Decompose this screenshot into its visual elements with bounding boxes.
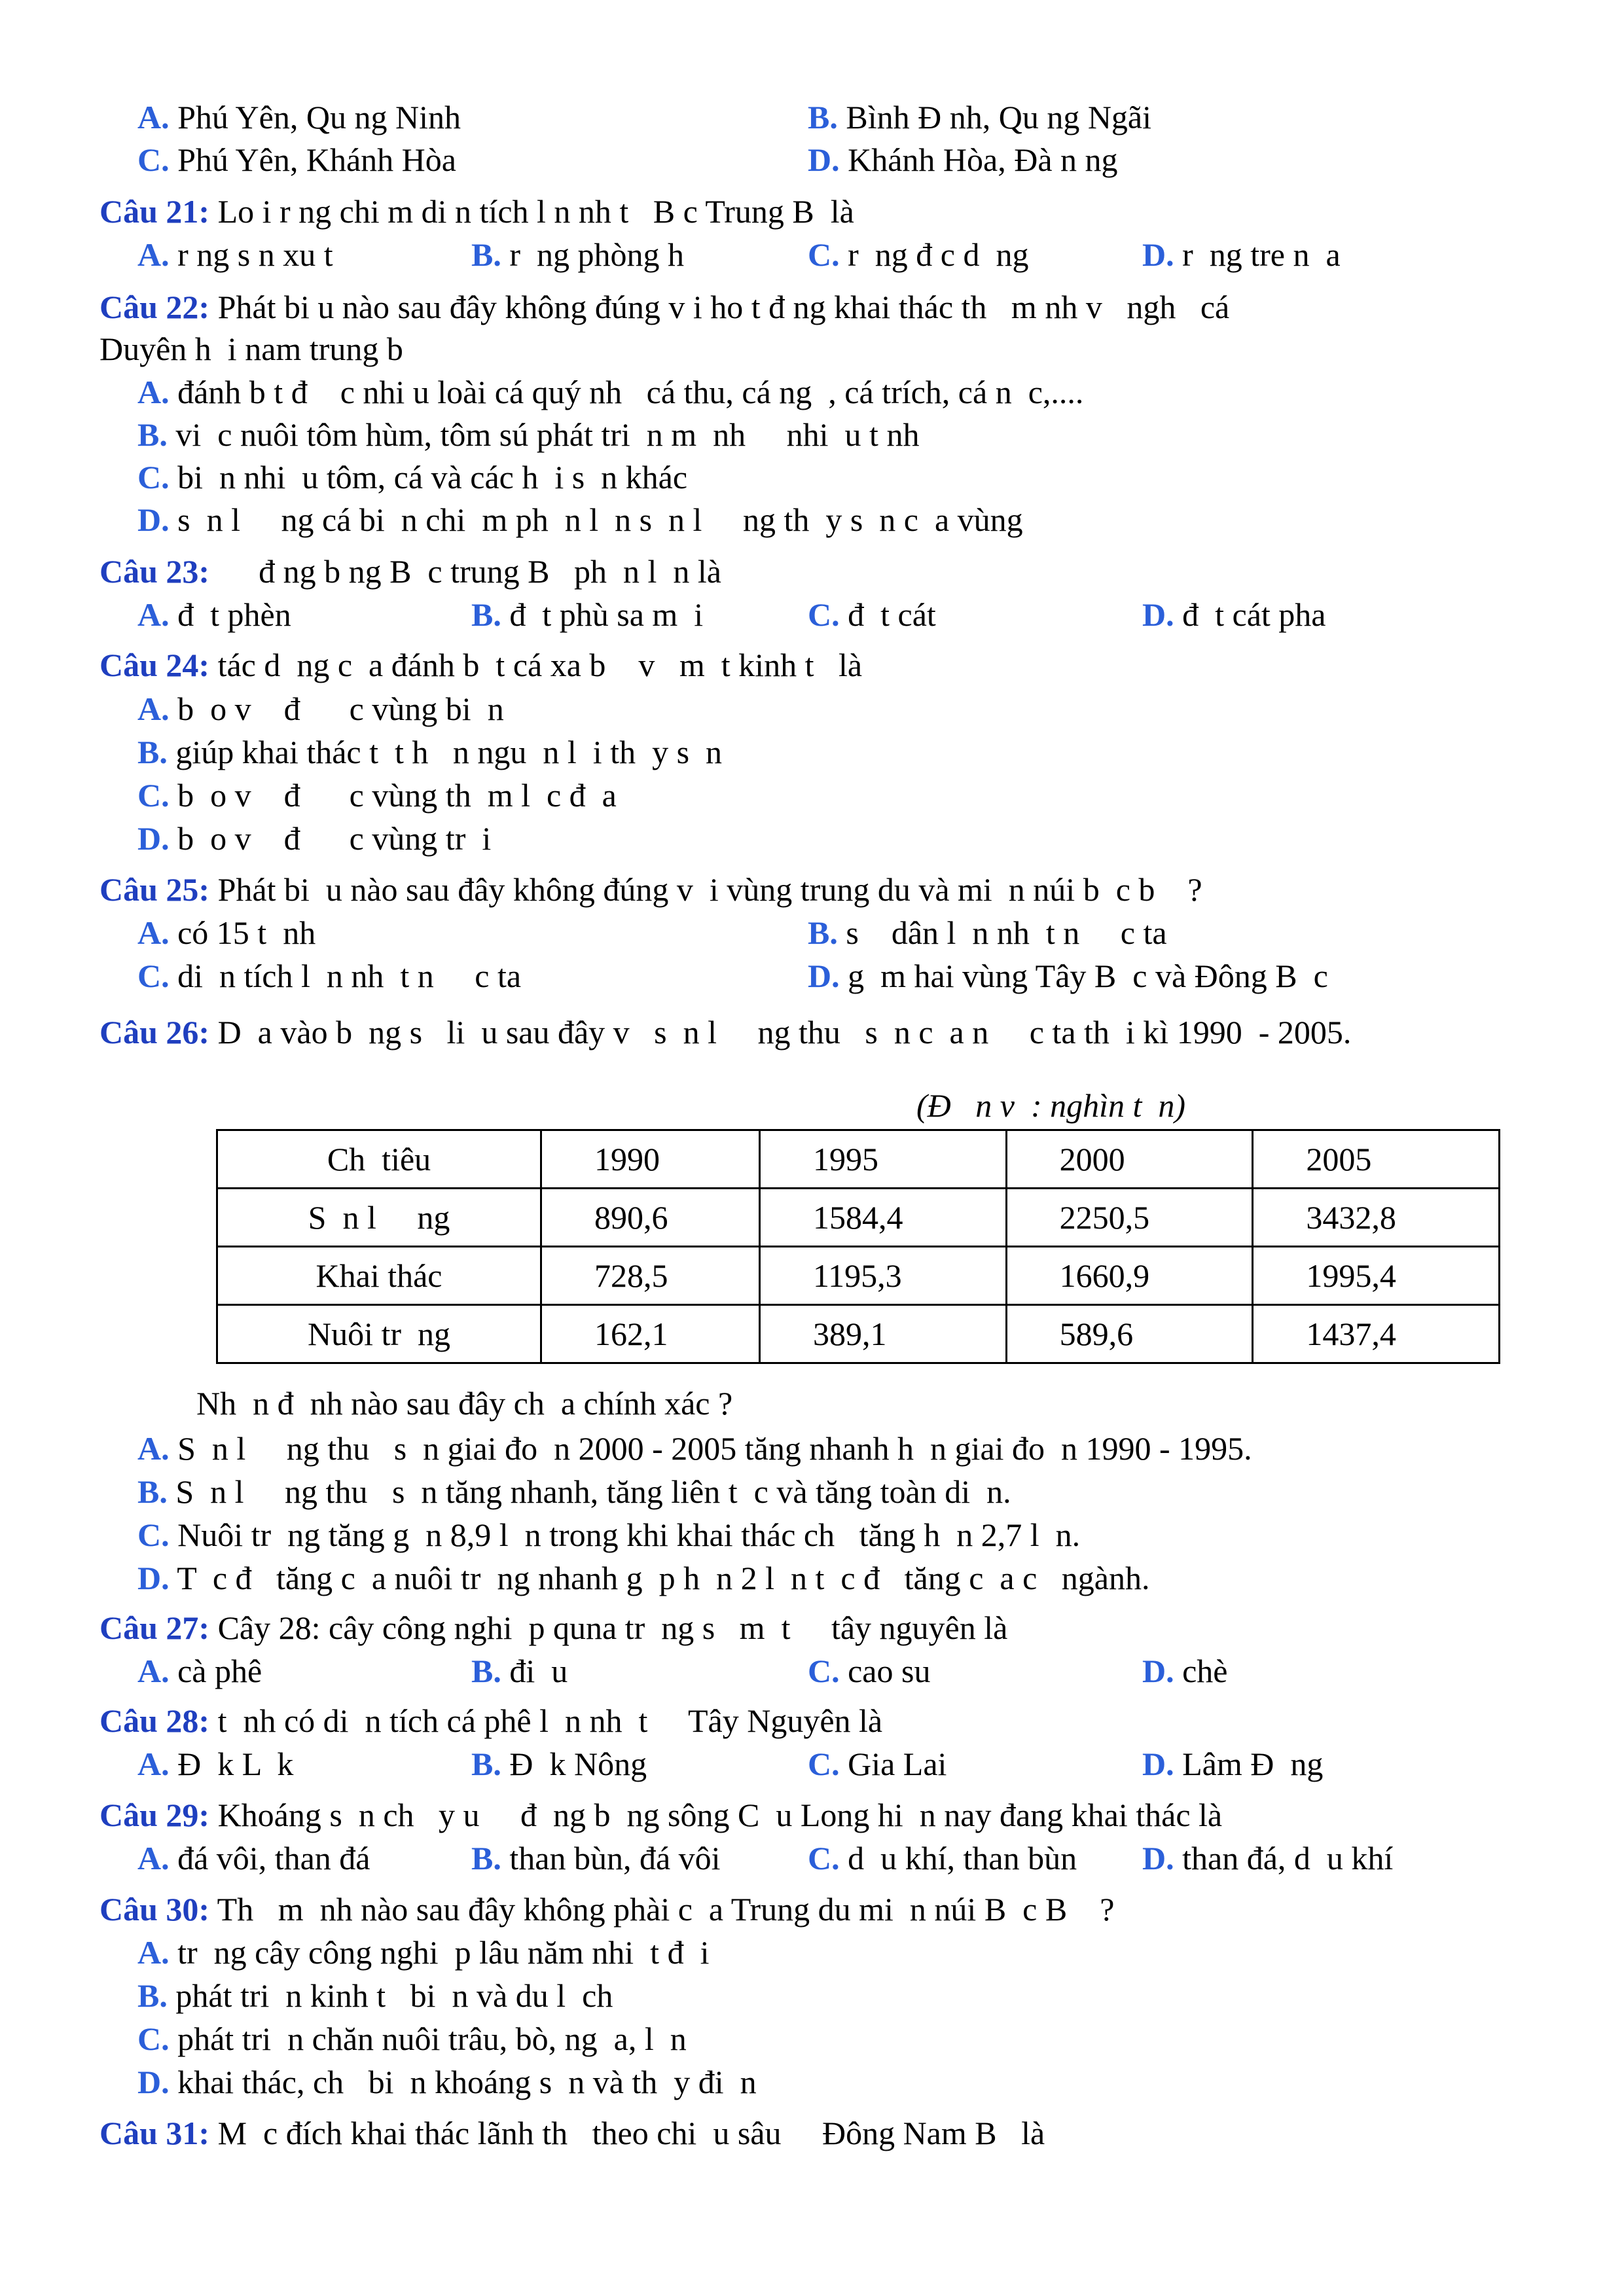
option-a[interactable] bbox=[137, 912, 316, 953]
option-a[interactable] bbox=[137, 689, 504, 729]
table-row bbox=[217, 1189, 1500, 1247]
table-header-cell: 2005 bbox=[1253, 1130, 1500, 1189]
option-letter: C. bbox=[137, 459, 170, 495]
option-letter: D. bbox=[1142, 236, 1174, 273]
option-b[interactable] bbox=[471, 1651, 568, 1691]
option-d[interactable] bbox=[1142, 1744, 1323, 1784]
option-letter: C. bbox=[137, 2020, 170, 2057]
option-letter: B. bbox=[137, 734, 168, 770]
option-c[interactable] bbox=[808, 1651, 930, 1691]
table-cell: 890,6 bbox=[541, 1189, 760, 1247]
option-text: đi u bbox=[501, 1653, 568, 1689]
option-text: phát tri n chăn nuôi trâu, bò, ng a, l n bbox=[169, 2020, 687, 2057]
option-a[interactable] bbox=[137, 97, 461, 137]
option-letter: C. bbox=[808, 236, 840, 273]
question-label: Câu 25: bbox=[99, 871, 210, 908]
question-stem: Cây 28: cây công nghi p quna tr ng s m t tây nguyên là bbox=[209, 1609, 1008, 1646]
option-text: S n l ng thu s n tăng nhanh, tăng liên t c và tăng toàn di n. bbox=[167, 1473, 1011, 1510]
question-21 bbox=[99, 191, 854, 232]
option-letter: A. bbox=[137, 99, 170, 135]
question-stem: Khoáng s n ch y u đ ng b ng sông C u Long hi n nay đang khai thác là bbox=[209, 1797, 1223, 1833]
option-a[interactable] bbox=[137, 594, 291, 635]
option-text: s dân l n nh t n c ta bbox=[837, 914, 1167, 951]
option-d[interactable] bbox=[137, 499, 1023, 540]
option-b[interactable] bbox=[808, 912, 1167, 953]
question-23 bbox=[99, 551, 721, 592]
option-text: d u khí, than bùn bbox=[839, 1840, 1077, 1876]
option-b[interactable] bbox=[471, 594, 703, 635]
option-letter: D. bbox=[137, 2064, 170, 2100]
option-letter: A. bbox=[137, 691, 170, 727]
question-stem: tác d ng c a đánh b t cá xa b v m t kinh t là bbox=[209, 647, 863, 683]
question-28 bbox=[99, 1700, 882, 1741]
question-label: Câu 27: bbox=[99, 1609, 210, 1646]
option-text: di n tích l n nh t n c ta bbox=[169, 958, 522, 994]
table-cell: 1437,4 bbox=[1253, 1305, 1500, 1363]
option-a[interactable] bbox=[137, 1932, 709, 1973]
question-31 bbox=[99, 2113, 1045, 2153]
option-letter: B. bbox=[808, 99, 838, 135]
table-cell: 389,1 bbox=[759, 1305, 1006, 1363]
option-d[interactable] bbox=[137, 1558, 1149, 1598]
option-text: vi c nuôi tôm hùm, tôm sú phát tri n m nh nhi u t nh bbox=[167, 416, 920, 453]
option-a[interactable] bbox=[137, 234, 333, 275]
question-stem: Th m nh nào sau đây không phài c a Trung du mi n núi B c B ? bbox=[209, 1891, 1115, 1928]
option-a[interactable] bbox=[137, 372, 1083, 412]
question-29 bbox=[99, 1795, 1222, 1835]
option-c[interactable] bbox=[808, 1838, 1077, 1878]
option-text: s n l ng cá bi n chi m ph n l n s n l ng th y s n c a vùng bbox=[169, 501, 1023, 538]
option-text: phát tri n kinh t bi n và du l ch bbox=[167, 1977, 613, 2014]
question-stem: Phát bi u nào sau đây không đúng v i vùng trung du và mi n núi b c b ? bbox=[209, 871, 1202, 908]
question-label: Câu 28: bbox=[99, 1702, 210, 1739]
option-text: Bình Đ nh, Qu ng Ngãi bbox=[837, 99, 1152, 135]
option-text: g m hai vùng Tây B c và Đông B c bbox=[839, 958, 1328, 994]
option-text: cà phê bbox=[169, 1653, 262, 1689]
question-label: Câu 26: bbox=[99, 1014, 210, 1050]
option-text: b o v đ c vùng tr i bbox=[169, 820, 492, 857]
option-b[interactable] bbox=[137, 414, 919, 455]
option-text: đ t phèn bbox=[169, 596, 291, 633]
table-row bbox=[217, 1247, 1500, 1305]
question-prompt: Nh n đ nh nào sau đây ch a chính xác ? bbox=[196, 1385, 733, 1422]
option-letter: C. bbox=[137, 141, 170, 178]
option-letter: B. bbox=[137, 416, 168, 453]
option-letter: D. bbox=[808, 141, 840, 178]
option-text: chè bbox=[1174, 1653, 1228, 1689]
option-b[interactable] bbox=[137, 1471, 1011, 1512]
option-b[interactable] bbox=[471, 1838, 721, 1878]
option-d[interactable] bbox=[808, 956, 1328, 996]
option-text: đá vôi, than đá bbox=[169, 1840, 370, 1876]
table-cell: 1995,4 bbox=[1253, 1247, 1500, 1305]
option-text: Nuôi tr ng tăng g n 8,9 l n trong khi khai thác ch tăng h n 2,7 l n. bbox=[169, 1516, 1081, 1553]
question-label: Câu 21: bbox=[99, 193, 210, 230]
option-letter: A. bbox=[137, 914, 170, 951]
option-c[interactable] bbox=[137, 775, 617, 816]
question-label: Câu 24: bbox=[99, 647, 210, 683]
table-header-row bbox=[217, 1130, 1500, 1189]
option-b[interactable] bbox=[137, 732, 722, 772]
option-d[interactable] bbox=[1142, 234, 1341, 275]
option-text: Gia Lai bbox=[839, 1746, 947, 1782]
table-header-cell: 2000 bbox=[1006, 1130, 1253, 1189]
option-letter: A. bbox=[137, 1746, 170, 1782]
option-text: Đ k L k bbox=[169, 1746, 294, 1782]
option-letter: B. bbox=[471, 1653, 501, 1689]
option-letter: D. bbox=[1142, 1653, 1174, 1689]
option-letter: A. bbox=[137, 1430, 170, 1467]
option-a[interactable] bbox=[137, 1744, 293, 1784]
question-label: Câu 29: bbox=[99, 1797, 210, 1833]
option-letter: B. bbox=[137, 1977, 168, 2014]
table-cell: S n l ng bbox=[217, 1189, 541, 1247]
option-c[interactable] bbox=[808, 594, 936, 635]
option-letter: B. bbox=[808, 914, 838, 951]
question-stem: đ ng b ng B c trung B ph n l n là bbox=[209, 553, 721, 590]
option-text: Khánh Hòa, Đà n ng bbox=[839, 141, 1118, 178]
option-d[interactable] bbox=[1142, 1838, 1393, 1878]
table-cell: 162,1 bbox=[541, 1305, 760, 1363]
question-24 bbox=[99, 645, 862, 685]
question-stem: t nh có di n tích cá phê l n nh t Tây Nguyên là bbox=[209, 1702, 883, 1739]
option-letter: D. bbox=[137, 501, 170, 538]
table-cell: 1660,9 bbox=[1006, 1247, 1253, 1305]
option-text: Phú Yên, Khánh Hòa bbox=[169, 141, 456, 178]
option-a[interactable] bbox=[137, 1428, 1252, 1469]
question-label: Câu 31: bbox=[99, 2115, 210, 2151]
option-a[interactable] bbox=[137, 1651, 262, 1691]
option-text: đánh b t đ c nhi u loài cá quý nh cá thu, cá ng , cá trích, cá n c,.... bbox=[169, 374, 1084, 410]
option-text: bi n nhi u tôm, cá và các h i s n khác bbox=[169, 459, 688, 495]
question-stem: D a vào b ng s li u sau đây v s n l ng thu s n c a n c ta th i kì 1990 - 2005. bbox=[209, 1014, 1352, 1050]
question-stem: Phát bi u nào sau đây không đúng v i ho t đ ng khai thác th m nh v ngh cá bbox=[209, 289, 1230, 325]
option-letter: A. bbox=[137, 1653, 170, 1689]
option-c[interactable] bbox=[137, 956, 521, 996]
option-letter: D. bbox=[1142, 596, 1174, 633]
option-text: cao su bbox=[839, 1653, 931, 1689]
option-letter: B. bbox=[471, 596, 501, 633]
table-cell: 728,5 bbox=[541, 1247, 760, 1305]
table-unit: (Đ n v : nghìn t n) bbox=[916, 1087, 1186, 1124]
option-text: r ng phòng h bbox=[501, 236, 685, 273]
option-text: Phú Yên, Qu ng Ninh bbox=[169, 99, 461, 135]
table-cell: 1584,4 bbox=[759, 1189, 1006, 1247]
option-d[interactable] bbox=[1142, 594, 1326, 635]
question-stem: Lo i r ng chi m di n tích l n nh t B c Trung B là bbox=[209, 193, 854, 230]
option-c[interactable] bbox=[137, 457, 687, 497]
option-c[interactable] bbox=[137, 139, 456, 180]
option-letter: C. bbox=[808, 596, 840, 633]
table-header-cell: Ch tiêu bbox=[217, 1130, 541, 1189]
option-text: có 15 t nh bbox=[169, 914, 316, 951]
option-b[interactable] bbox=[471, 234, 684, 275]
option-letter: D. bbox=[137, 1560, 170, 1596]
question-25 bbox=[99, 869, 1202, 910]
table-cell: 2250,5 bbox=[1006, 1189, 1253, 1247]
option-text: b o v đ c vùng bi n bbox=[169, 691, 504, 727]
option-text: tr ng cây công nghi p lâu năm nhi t đ i bbox=[169, 1934, 710, 1971]
question-stem: M c đích khai thác lãnh th theo chi u sâu Đông Nam B là bbox=[209, 2115, 1045, 2151]
option-letter: A. bbox=[137, 596, 170, 633]
option-text: khai thác, ch bi n khoáng s n và th y đi n bbox=[169, 2064, 757, 2100]
option-letter: D. bbox=[137, 820, 170, 857]
option-letter: C. bbox=[137, 958, 170, 994]
option-letter: D. bbox=[1142, 1746, 1174, 1782]
option-text: Lâm Đ ng bbox=[1174, 1746, 1324, 1782]
option-text: b o v đ c vùng th m l c đ a bbox=[169, 777, 617, 814]
option-letter: B. bbox=[137, 1473, 168, 1510]
option-b[interactable] bbox=[808, 97, 1151, 137]
option-letter: C. bbox=[808, 1653, 840, 1689]
option-letter: A. bbox=[137, 236, 170, 273]
option-d[interactable] bbox=[137, 818, 491, 859]
option-text: S n l ng thu s n giai đo n 2000 - 2005 tăng nhanh h n giai đo n 1990 - 1995. bbox=[169, 1430, 1252, 1467]
table-cell: 3432,8 bbox=[1253, 1189, 1500, 1247]
option-letter: B. bbox=[471, 1746, 501, 1782]
option-letter: C. bbox=[808, 1840, 840, 1876]
option-text: Đ k Nông bbox=[501, 1746, 647, 1782]
table-header-cell: 1990 bbox=[541, 1130, 760, 1189]
option-b[interactable] bbox=[137, 1975, 613, 2016]
question-26 bbox=[99, 1012, 1351, 1052]
option-text: đ t cát pha bbox=[1174, 596, 1326, 633]
table-cell: 589,6 bbox=[1006, 1305, 1253, 1363]
question-label: Câu 23: bbox=[99, 553, 210, 590]
option-text: than đá, d u khí bbox=[1174, 1840, 1394, 1876]
option-letter: A. bbox=[137, 1934, 170, 1971]
question-label: Câu 22: bbox=[99, 289, 210, 325]
table-header-cell: 1995 bbox=[759, 1130, 1006, 1189]
table-cell: Khai thác bbox=[217, 1247, 541, 1305]
option-d[interactable] bbox=[137, 2062, 757, 2102]
question-stem-continued: Duyên h i nam trung b bbox=[99, 331, 403, 367]
option-letter: C. bbox=[137, 1516, 170, 1553]
option-b[interactable] bbox=[471, 1744, 647, 1784]
option-text: đ t cát bbox=[839, 596, 936, 633]
option-text: T c đ tăng c a nuôi tr ng nhanh g p h n 2 l n t c đ tăng c a c ngành. bbox=[169, 1560, 1150, 1596]
option-c[interactable] bbox=[137, 1515, 1080, 1555]
option-letter: D. bbox=[1142, 1840, 1174, 1876]
option-letter: A. bbox=[137, 374, 170, 410]
option-letter: B. bbox=[471, 236, 501, 273]
option-c[interactable] bbox=[137, 2018, 687, 2059]
option-d[interactable] bbox=[808, 139, 1118, 180]
option-a[interactable] bbox=[137, 1838, 370, 1878]
option-c[interactable] bbox=[808, 234, 1028, 275]
option-letter: A. bbox=[137, 1840, 170, 1876]
option-c[interactable] bbox=[808, 1744, 947, 1784]
option-letter: C. bbox=[808, 1746, 840, 1782]
table-cell: Nuôi tr ng bbox=[217, 1305, 541, 1363]
question-22 bbox=[99, 287, 1229, 327]
question-30 bbox=[99, 1889, 1114, 1929]
table-cell: 1195,3 bbox=[759, 1247, 1006, 1305]
option-text: than bùn, đá vôi bbox=[501, 1840, 721, 1876]
option-text: r ng tre n a bbox=[1174, 236, 1341, 273]
option-text: r ng đ c d ng bbox=[839, 236, 1029, 273]
question-27 bbox=[99, 1607, 1007, 1648]
option-text: giúp khai thác t t h n ngu n l i th y s n bbox=[167, 734, 723, 770]
table-row bbox=[217, 1305, 1500, 1363]
data-table bbox=[216, 1129, 1500, 1364]
option-letter: C. bbox=[137, 777, 170, 814]
option-text: đ t phù sa m i bbox=[501, 596, 704, 633]
option-text: r ng s n xu t bbox=[169, 236, 333, 273]
option-letter: D. bbox=[808, 958, 840, 994]
question-label: Câu 30: bbox=[99, 1891, 210, 1928]
option-d[interactable] bbox=[1142, 1651, 1228, 1691]
option-letter: B. bbox=[471, 1840, 501, 1876]
